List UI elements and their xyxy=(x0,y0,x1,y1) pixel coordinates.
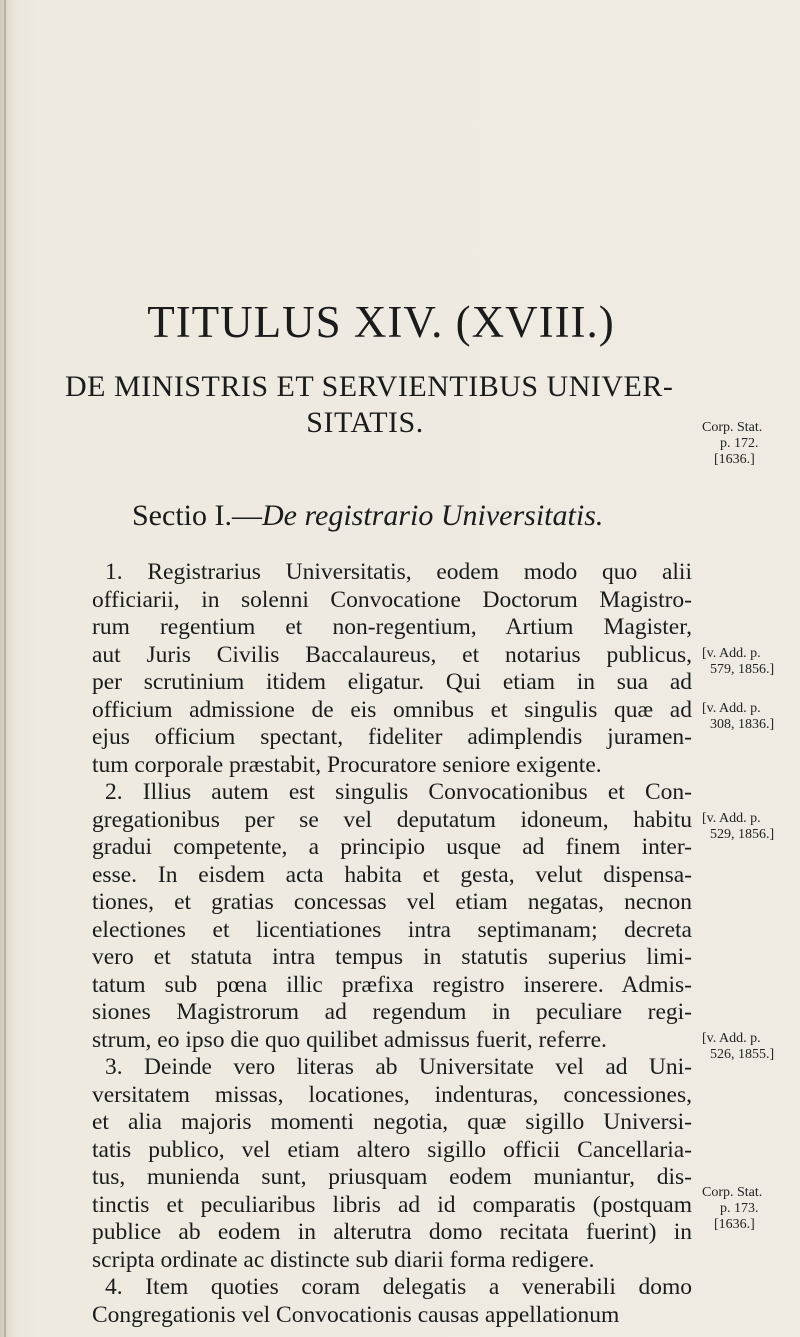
text-line: tum corporale præstabit, Procuratore seniore exigente. xyxy=(92,751,602,778)
text-line: aut Juris Civilis Baccalaureus, et notarius publicus, xyxy=(92,641,692,668)
margin-note-line: Corp. Stat. xyxy=(702,1184,763,1200)
text-line: tiones, et gratias concessas vel etiam negatas, necnon xyxy=(92,889,692,915)
margin-note-line: p. 173. xyxy=(720,1200,759,1216)
margin-note xyxy=(702,1031,797,1063)
margin-note-line: p. 172. xyxy=(720,436,759,451)
section-number: Sectio I.— xyxy=(132,499,262,532)
margin-note-line: [v. Add. p. xyxy=(702,1030,761,1046)
margin-note-line: Corp. Stat. xyxy=(702,420,763,435)
text-line: tatum sub pœna illic præfixa registro inserere. Admis- xyxy=(92,971,692,998)
page-gutter xyxy=(4,0,6,1337)
text-line: et alia majoris momenti negotia, quæ sigillo Universi- xyxy=(92,1109,692,1135)
text-line: strum, eo ipso die quo quilibet admissus fuerit, referre. xyxy=(92,1026,607,1053)
text-line: Congregationis vel Convocationis causas appellationum xyxy=(92,1301,620,1328)
text-line: tus, munienda sunt, priusquam eodem muniantur, dis- xyxy=(92,1164,692,1190)
chapter-heading-line-2: SITATIS. xyxy=(306,406,424,439)
text-line: versitatem missas, locationes, indenturas, concessiones, xyxy=(92,1081,692,1108)
margin-note-line: 526, 1855.] xyxy=(710,1046,775,1062)
margin-note xyxy=(702,646,797,678)
text-line: ejus officium spectant, fideliter adimplendis juramen- xyxy=(92,724,692,750)
text-line: 4. Item quoties coram delegatis a venerabili domo xyxy=(105,1274,692,1300)
margin-note xyxy=(702,811,797,843)
text-line: gregationibus per se vel deputatum idoneum, habitu xyxy=(92,806,692,833)
margin-note-line: 579, 1856.] xyxy=(710,661,775,677)
margin-note-line: 529, 1856.] xyxy=(710,826,775,842)
text-line: 1. Registrarius Universitatis, eodem modo quo alii xyxy=(105,559,692,585)
text-line: tatis publico, vel etiam altero sigillo officii Cancellaria- xyxy=(92,1136,692,1163)
text-line: esse. In eisdem acta habita et gesta, velut dispensa- xyxy=(92,861,692,888)
chapter-title: TITULUS XIV. (XVIII.) xyxy=(147,297,615,347)
margin-note-line: [1636.] xyxy=(714,1216,755,1232)
text-line: publice ab eodem in alterutra domo recitata fuerint) in xyxy=(92,1219,692,1245)
text-line: rum regentium et non-regentium, Artium Magister, xyxy=(92,614,692,640)
text-line: 2. Illius autem est singulis Convocationibus et Con- xyxy=(105,779,692,805)
margin-note-line: [1636.] xyxy=(714,452,755,467)
text-line: vero et statuta intra tempus in statutis superius limi- xyxy=(92,944,692,970)
margin-note-line: [v. Add. p. xyxy=(702,810,761,826)
text-line: gradui competente, a principio usque ad finem inter- xyxy=(92,834,692,860)
text-line: officium admissione de eis omnibus et singulis quæ ad xyxy=(92,696,692,723)
margin-note xyxy=(702,701,797,733)
text-line: tinctis et peculiaribus libris ad id comparatis (postquam xyxy=(92,1191,692,1218)
margin-note xyxy=(702,1185,797,1233)
margin-note-line: 308, 1836.] xyxy=(710,716,775,732)
text-line: siones Magistrorum ad regendum in peculiare regi- xyxy=(92,999,692,1025)
text-line: 3. Deinde vero literas ab Universitate vel ad Uni- xyxy=(105,1054,692,1080)
section-heading xyxy=(132,498,603,534)
margin-note-line: [v. Add. p. xyxy=(702,645,761,661)
text-line: electiones et licentiationes intra septimanam; decreta xyxy=(92,916,692,943)
chapter-heading-line-1: DE MINISTRIS ET SERVIENTIBUS UNIVER- xyxy=(65,370,674,403)
text-line: scripta ordinate ac distincte sub diarii forma redigere. xyxy=(92,1246,595,1273)
section-title: De registrario Universitatis. xyxy=(261,499,604,532)
margin-note xyxy=(702,420,797,468)
margin-note-line: [v. Add. p. xyxy=(702,700,761,716)
text-line: per scrutinium itidem eligatur. Qui etiam in sua ad xyxy=(92,669,692,695)
text-line: officiarii, in solenni Convocatione Doctorum Magistro- xyxy=(92,586,692,613)
